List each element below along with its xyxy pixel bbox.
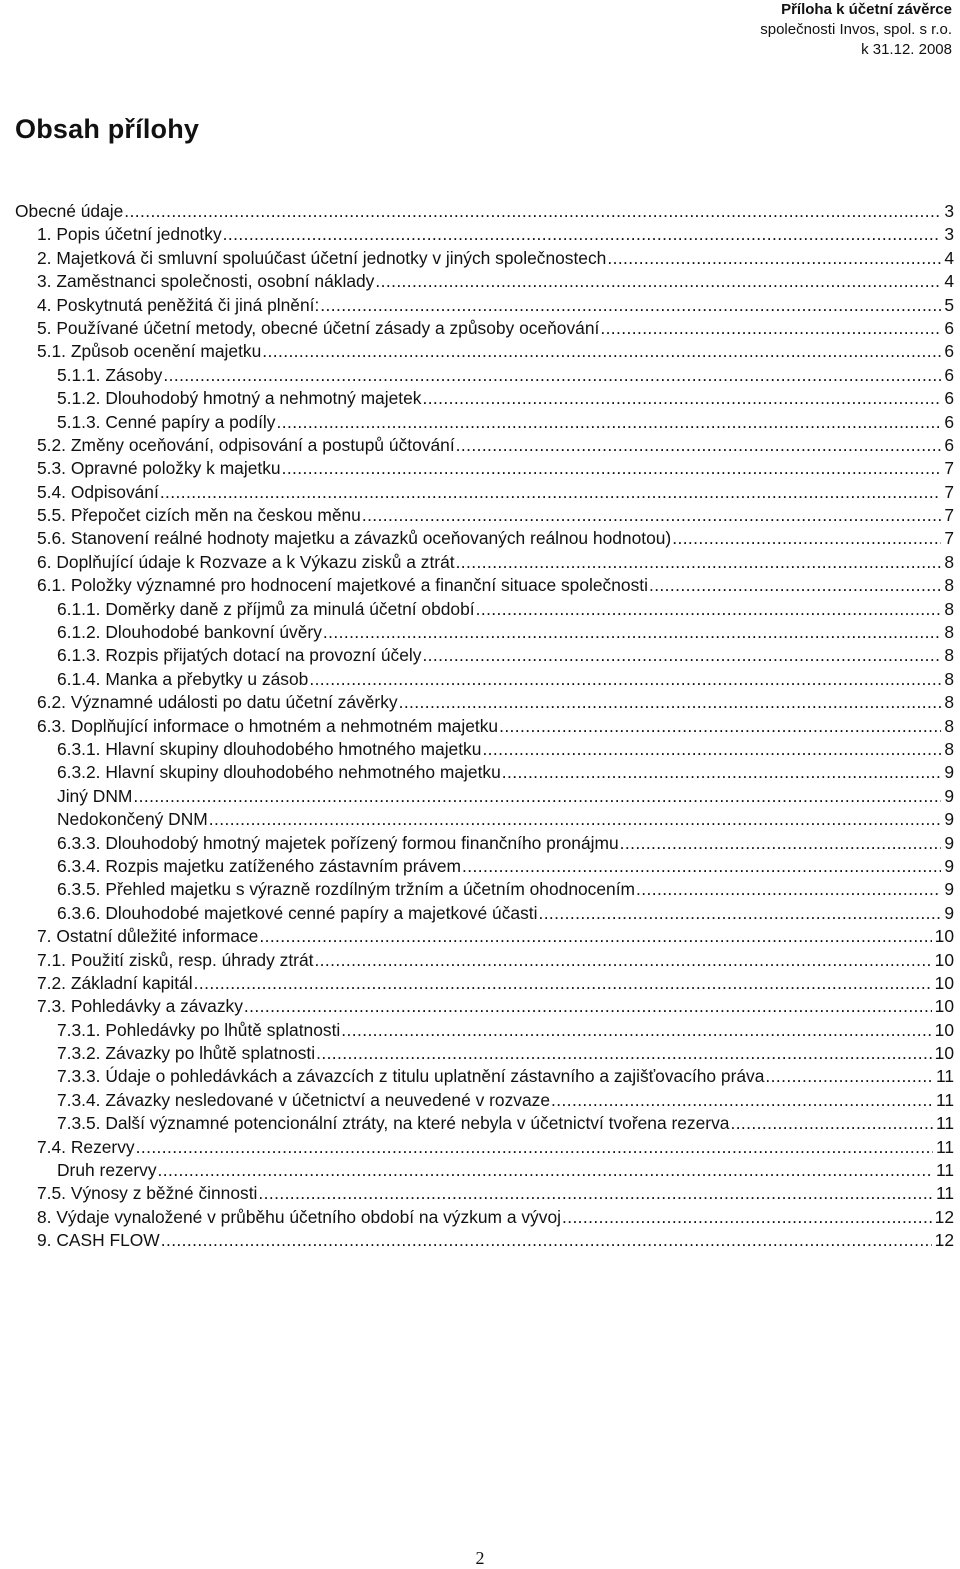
toc-entry-page: 8 — [944, 575, 954, 596]
toc-leader-dots — [158, 1159, 933, 1182]
toc-entry-page: 9 — [944, 855, 954, 876]
toc-entry[interactable] — [15, 949, 954, 972]
toc-entry[interactable] — [15, 715, 954, 738]
toc-entry[interactable] — [15, 340, 954, 363]
toc-leader-dots — [375, 270, 941, 293]
toc-entry-title: 7.3.2. Závazky po lhůtě splatnosti — [57, 1043, 316, 1064]
toc-entry[interactable] — [15, 574, 954, 597]
toc-entry-page: 9 — [944, 809, 954, 830]
toc-entry-title: 6.1.2. Dlouhodobé bankovní úvěry — [57, 622, 322, 643]
toc-entry-page: 10 — [934, 972, 954, 993]
toc-entry-page: 7 — [944, 505, 954, 526]
toc-entry-page: 6 — [944, 411, 954, 432]
toc-entry-title: 5.3. Opravné položky k majetku — [37, 458, 281, 479]
toc-entry-title: 6.3. Doplňující informace o hmotném a nehmotném majetku — [37, 715, 499, 736]
toc-entry[interactable] — [15, 1112, 954, 1135]
toc-leader-dots — [341, 1019, 931, 1042]
toc-entry-page: 8 — [944, 551, 954, 572]
toc-entry-page: 8 — [944, 692, 954, 713]
document-header — [552, 0, 952, 60]
toc-leader-dots — [136, 1136, 933, 1159]
toc-leader-dots — [499, 715, 941, 738]
toc-entry-title: 6.3.2. Hlavní skupiny dlouhodobého nehmotného majetku — [57, 762, 501, 783]
toc-entry-title: 5.2. Změny oceňování, odpisování a postupů účtování — [37, 434, 455, 455]
page-title: Obsah přílohy — [15, 114, 200, 144]
toc-entry[interactable] — [15, 925, 954, 948]
toc-leader-dots — [223, 223, 942, 246]
toc-entry[interactable] — [15, 808, 954, 831]
toc-entry-page: 6 — [944, 434, 954, 455]
toc-entry-title: 6.2. Významné události po datu účetní závěrky — [37, 692, 398, 713]
toc-leader-dots — [320, 294, 941, 317]
toc-leader-dots — [258, 1182, 933, 1205]
toc-entry[interactable] — [15, 411, 954, 434]
toc-entry-title: Druh rezervy — [57, 1160, 157, 1181]
toc-entry-page: 4 — [944, 271, 954, 292]
toc-entry-page: 11 — [935, 1113, 954, 1134]
toc-entry-title: 6.1. Položky významné pro hodnocení majetkové a finanční situace společnosti — [37, 575, 648, 596]
toc-entry[interactable] — [15, 878, 954, 901]
toc-entry-page: 9 — [944, 879, 954, 900]
toc-leader-dots — [160, 481, 942, 504]
toc-entry[interactable] — [15, 785, 954, 808]
toc-entry-title: Nedokončený DNM — [57, 809, 208, 830]
toc-entry[interactable] — [15, 832, 954, 855]
toc-entry-page: 9 — [944, 902, 954, 923]
toc-leader-dots — [133, 785, 941, 808]
toc-leader-dots — [161, 1229, 932, 1252]
toc-entry-page: 10 — [934, 926, 954, 947]
toc-entry-title: 6.3.3. Dlouhodobý hmotný majetek pořízený formou finančního pronájmu — [57, 832, 619, 853]
toc-entry-page: 6 — [944, 388, 954, 409]
toc-entry-page: 4 — [944, 247, 954, 268]
toc-leader-dots — [209, 808, 942, 831]
toc-entry-title: 5.6. Stanovení reálné hodnoty majetku a závazků oceňovaných reálnou hodnotou) — [37, 528, 672, 549]
toc-entry-title: 6.1.1. Doměrky daně z příjmů za minulá účetní období — [57, 598, 475, 619]
toc-entry-page: 8 — [944, 645, 954, 666]
toc-leader-dots — [316, 1042, 932, 1065]
toc-leader-dots — [482, 738, 941, 761]
toc-entry-title: 7.3. Pohledávky a závazky — [37, 996, 243, 1017]
toc-leader-dots — [244, 995, 932, 1018]
toc-entry-title: 7.1. Použití zisků, resp. úhrady ztrát — [37, 949, 314, 970]
toc-entry-page: 8 — [944, 738, 954, 759]
toc-entry-title: 3. Zaměstnanci společnosti, osobní náklady — [37, 271, 375, 292]
toc-entry-page: 10 — [934, 1043, 954, 1064]
header-line-3: k 31.12. 2008 — [861, 41, 952, 58]
toc-entry-title: 4. Poskytnutá peněžitá či jiná plnění: — [37, 294, 320, 315]
toc-entry-page: 12 — [934, 1206, 954, 1227]
toc-entry-page: 7 — [944, 528, 954, 549]
toc-entry-page: 6 — [944, 317, 954, 338]
toc-entry-title: 6.3.6. Dlouhodobé majetkové cenné papíry a majetkové účasti — [57, 902, 538, 923]
toc-entry[interactable] — [15, 434, 954, 457]
toc-leader-dots — [456, 434, 942, 457]
toc-entry[interactable] — [15, 1229, 954, 1252]
toc-entry[interactable] — [15, 761, 954, 784]
toc-leader-dots — [672, 527, 941, 550]
toc-entry[interactable] — [15, 902, 954, 925]
toc-entry[interactable] — [15, 598, 954, 621]
toc-entry-title: 5.1. Způsob ocenění majetku — [37, 341, 262, 362]
toc-leader-dots — [422, 387, 941, 410]
toc-entry-title: Jiný DNM — [57, 785, 133, 806]
toc-entry[interactable] — [15, 457, 954, 480]
toc-entry[interactable] — [15, 995, 954, 1018]
toc-entry-page: 11 — [935, 1066, 954, 1087]
toc-entry[interactable] — [15, 551, 954, 574]
toc-entry-page: 8 — [944, 598, 954, 619]
toc-entry-page: 3 — [944, 201, 954, 221]
toc-entry[interactable] — [15, 668, 954, 691]
toc-entry-title: 6.3.5. Přehled majetku s výrazně rozdílným tržním a účetním ohodnocením — [57, 879, 636, 900]
toc-entry-title: 5.5. Přepočet cizích měn na českou měnu — [37, 505, 361, 526]
toc-entry[interactable] — [15, 1206, 954, 1229]
toc-leader-dots — [730, 1112, 932, 1135]
toc-entry-title: 6.3.1. Hlavní skupiny dlouhodobého hmotného majetku — [57, 738, 482, 759]
toc-entry-page: 9 — [944, 832, 954, 853]
table-of-contents — [15, 200, 954, 1253]
toc-leader-dots — [362, 504, 941, 527]
toc-entry-title: 1. Popis účetní jednotky — [37, 224, 222, 245]
toc-entry[interactable] — [15, 504, 954, 527]
toc-leader-dots — [314, 949, 931, 972]
toc-entry-title: 8. Výdaje vynaložené v průběhu účetního období na výzkum a vývoj — [37, 1206, 561, 1227]
toc-entry-title: 7.3.1. Pohledávky po lhůtě splatnosti — [57, 1019, 341, 1040]
toc-entry-page: 9 — [944, 785, 954, 806]
toc-entry-title: 9. CASH FLOW — [37, 1230, 160, 1251]
toc-entry-page: 9 — [944, 762, 954, 783]
toc-entry-page: 5 — [944, 294, 954, 315]
toc-entry[interactable] — [15, 1136, 954, 1159]
toc-entry-title: 7.3.3. Údaje o pohledávkách a závazcích z titulu uplatnění zástavního a zajišťovacího práva — [57, 1066, 765, 1087]
toc-entry[interactable] — [15, 364, 954, 387]
toc-entry-page: 10 — [934, 1019, 954, 1040]
toc-entry[interactable] — [15, 1042, 954, 1065]
toc-entry[interactable] — [15, 855, 954, 878]
toc-entry[interactable] — [15, 691, 954, 714]
toc-leader-dots — [636, 878, 941, 901]
toc-leader-dots — [456, 551, 942, 574]
toc-entry-title: 5.4. Odpisování — [37, 481, 159, 502]
toc-entry[interactable] — [15, 1159, 954, 1182]
toc-leader-dots — [124, 200, 941, 223]
toc-leader-dots — [502, 761, 942, 784]
toc-entry-page: 10 — [934, 996, 954, 1017]
toc-entry[interactable] — [15, 387, 954, 410]
toc-leader-dots — [194, 972, 932, 995]
toc-leader-dots — [259, 925, 931, 948]
toc-entry-page: 8 — [944, 715, 954, 736]
toc-entry[interactable] — [15, 247, 954, 270]
toc-entry[interactable] — [15, 1065, 954, 1088]
toc-leader-dots — [282, 457, 942, 480]
toc-entry-title: 6.3.4. Rozpis majetku zatíženého zástavním právem — [57, 855, 462, 876]
toc-leader-dots — [476, 598, 942, 621]
toc-entry-title: 7.4. Rezervy — [37, 1136, 135, 1157]
toc-entry-page: 10 — [934, 949, 954, 970]
toc-entry-page: 11 — [935, 1136, 954, 1157]
toc-leader-dots — [620, 832, 942, 855]
header-line-2: společnosti Invos, spol. s r.o. — [760, 21, 952, 38]
toc-leader-dots — [309, 668, 941, 691]
toc-entry-title: 6.1.3. Rozpis přijatých dotací na provozní účely — [57, 645, 422, 666]
toc-leader-dots — [163, 364, 941, 387]
toc-entry-page: 8 — [944, 622, 954, 643]
toc-entry-page: 8 — [944, 668, 954, 689]
toc-entry-page: 11 — [935, 1160, 954, 1181]
toc-entry[interactable] — [15, 527, 954, 550]
toc-entry[interactable] — [15, 294, 954, 317]
toc-entry[interactable] — [15, 317, 954, 340]
toc-entry-page: 11 — [935, 1183, 954, 1204]
toc-entry[interactable] — [15, 481, 954, 504]
toc-entry-title: 5.1.3. Cenné papíry a podíly — [57, 411, 276, 432]
toc-entry-page: 6 — [944, 341, 954, 362]
toc-entry-page: 11 — [935, 1089, 954, 1110]
toc-leader-dots — [600, 317, 941, 340]
toc-entry-title: 7.3.5. Další významné potencionální ztráty, na které nebyla v účetnictví tvořena rezerva — [57, 1113, 730, 1134]
toc-entry-title: 6. Doplňující údaje k Rozvaze a k Výkazu zisků a ztrát — [37, 551, 455, 572]
toc-leader-dots — [765, 1065, 933, 1088]
toc-entry-title: 7.2. Základní kapitál — [37, 972, 193, 993]
toc-entry[interactable] — [15, 972, 954, 995]
toc-entry-title: 7.3.4. Závazky nesledované v účetnictví a neuvedené v rozvaze — [57, 1089, 551, 1110]
toc-entry-title: 5. Používané účetní metody, obecné účetní zásady a způsoby oceňování — [37, 317, 600, 338]
toc-entry-title: 6.1.4. Manka a přebytky u zásob — [57, 668, 309, 689]
toc-leader-dots — [399, 691, 942, 714]
toc-leader-dots — [607, 247, 941, 270]
page-number: 2 — [475, 1548, 485, 1568]
toc-entry-title: 2. Majetková či smluvní spoluúčast účetní jednotky v jiných společnostech — [37, 247, 607, 268]
toc-entry-page: 7 — [944, 458, 954, 479]
toc-leader-dots — [422, 644, 941, 667]
toc-leader-dots — [538, 902, 941, 925]
header-line-1: Příloha k účetní závěrce — [781, 1, 952, 18]
toc-entry-title: 7. Ostatní důležité informace — [37, 926, 259, 947]
toc-leader-dots — [551, 1089, 933, 1112]
toc-entry-title: 5.1.2. Dlouhodobý hmotný a nehmotný majetek — [57, 388, 422, 409]
toc-leader-dots — [462, 855, 941, 878]
toc-leader-dots — [277, 411, 942, 434]
toc-entry-page: 7 — [944, 481, 954, 502]
toc-entry-title: Obecné údaje — [15, 201, 124, 221]
toc-entry[interactable] — [15, 644, 954, 667]
toc-entry[interactable] — [15, 1019, 954, 1042]
toc-entry[interactable] — [15, 1089, 954, 1112]
toc-entry[interactable] — [15, 223, 954, 246]
toc-entry[interactable] — [15, 200, 954, 223]
toc-entry[interactable] — [15, 621, 954, 644]
toc-leader-dots — [323, 621, 941, 644]
toc-entry-page: 3 — [944, 224, 954, 245]
toc-entry-title: 7.5. Výnosy z běžné činnosti — [37, 1183, 258, 1204]
toc-entry-page: 12 — [934, 1230, 954, 1251]
toc-entry-title: 5.1.1. Zásoby — [57, 364, 163, 385]
toc-leader-dots — [262, 340, 941, 363]
toc-entry[interactable] — [15, 738, 954, 761]
toc-entry-page: 6 — [944, 364, 954, 385]
toc-leader-dots — [562, 1206, 932, 1229]
toc-entry[interactable] — [15, 270, 954, 293]
toc-leader-dots — [649, 574, 941, 597]
toc-entry[interactable] — [15, 1182, 954, 1205]
